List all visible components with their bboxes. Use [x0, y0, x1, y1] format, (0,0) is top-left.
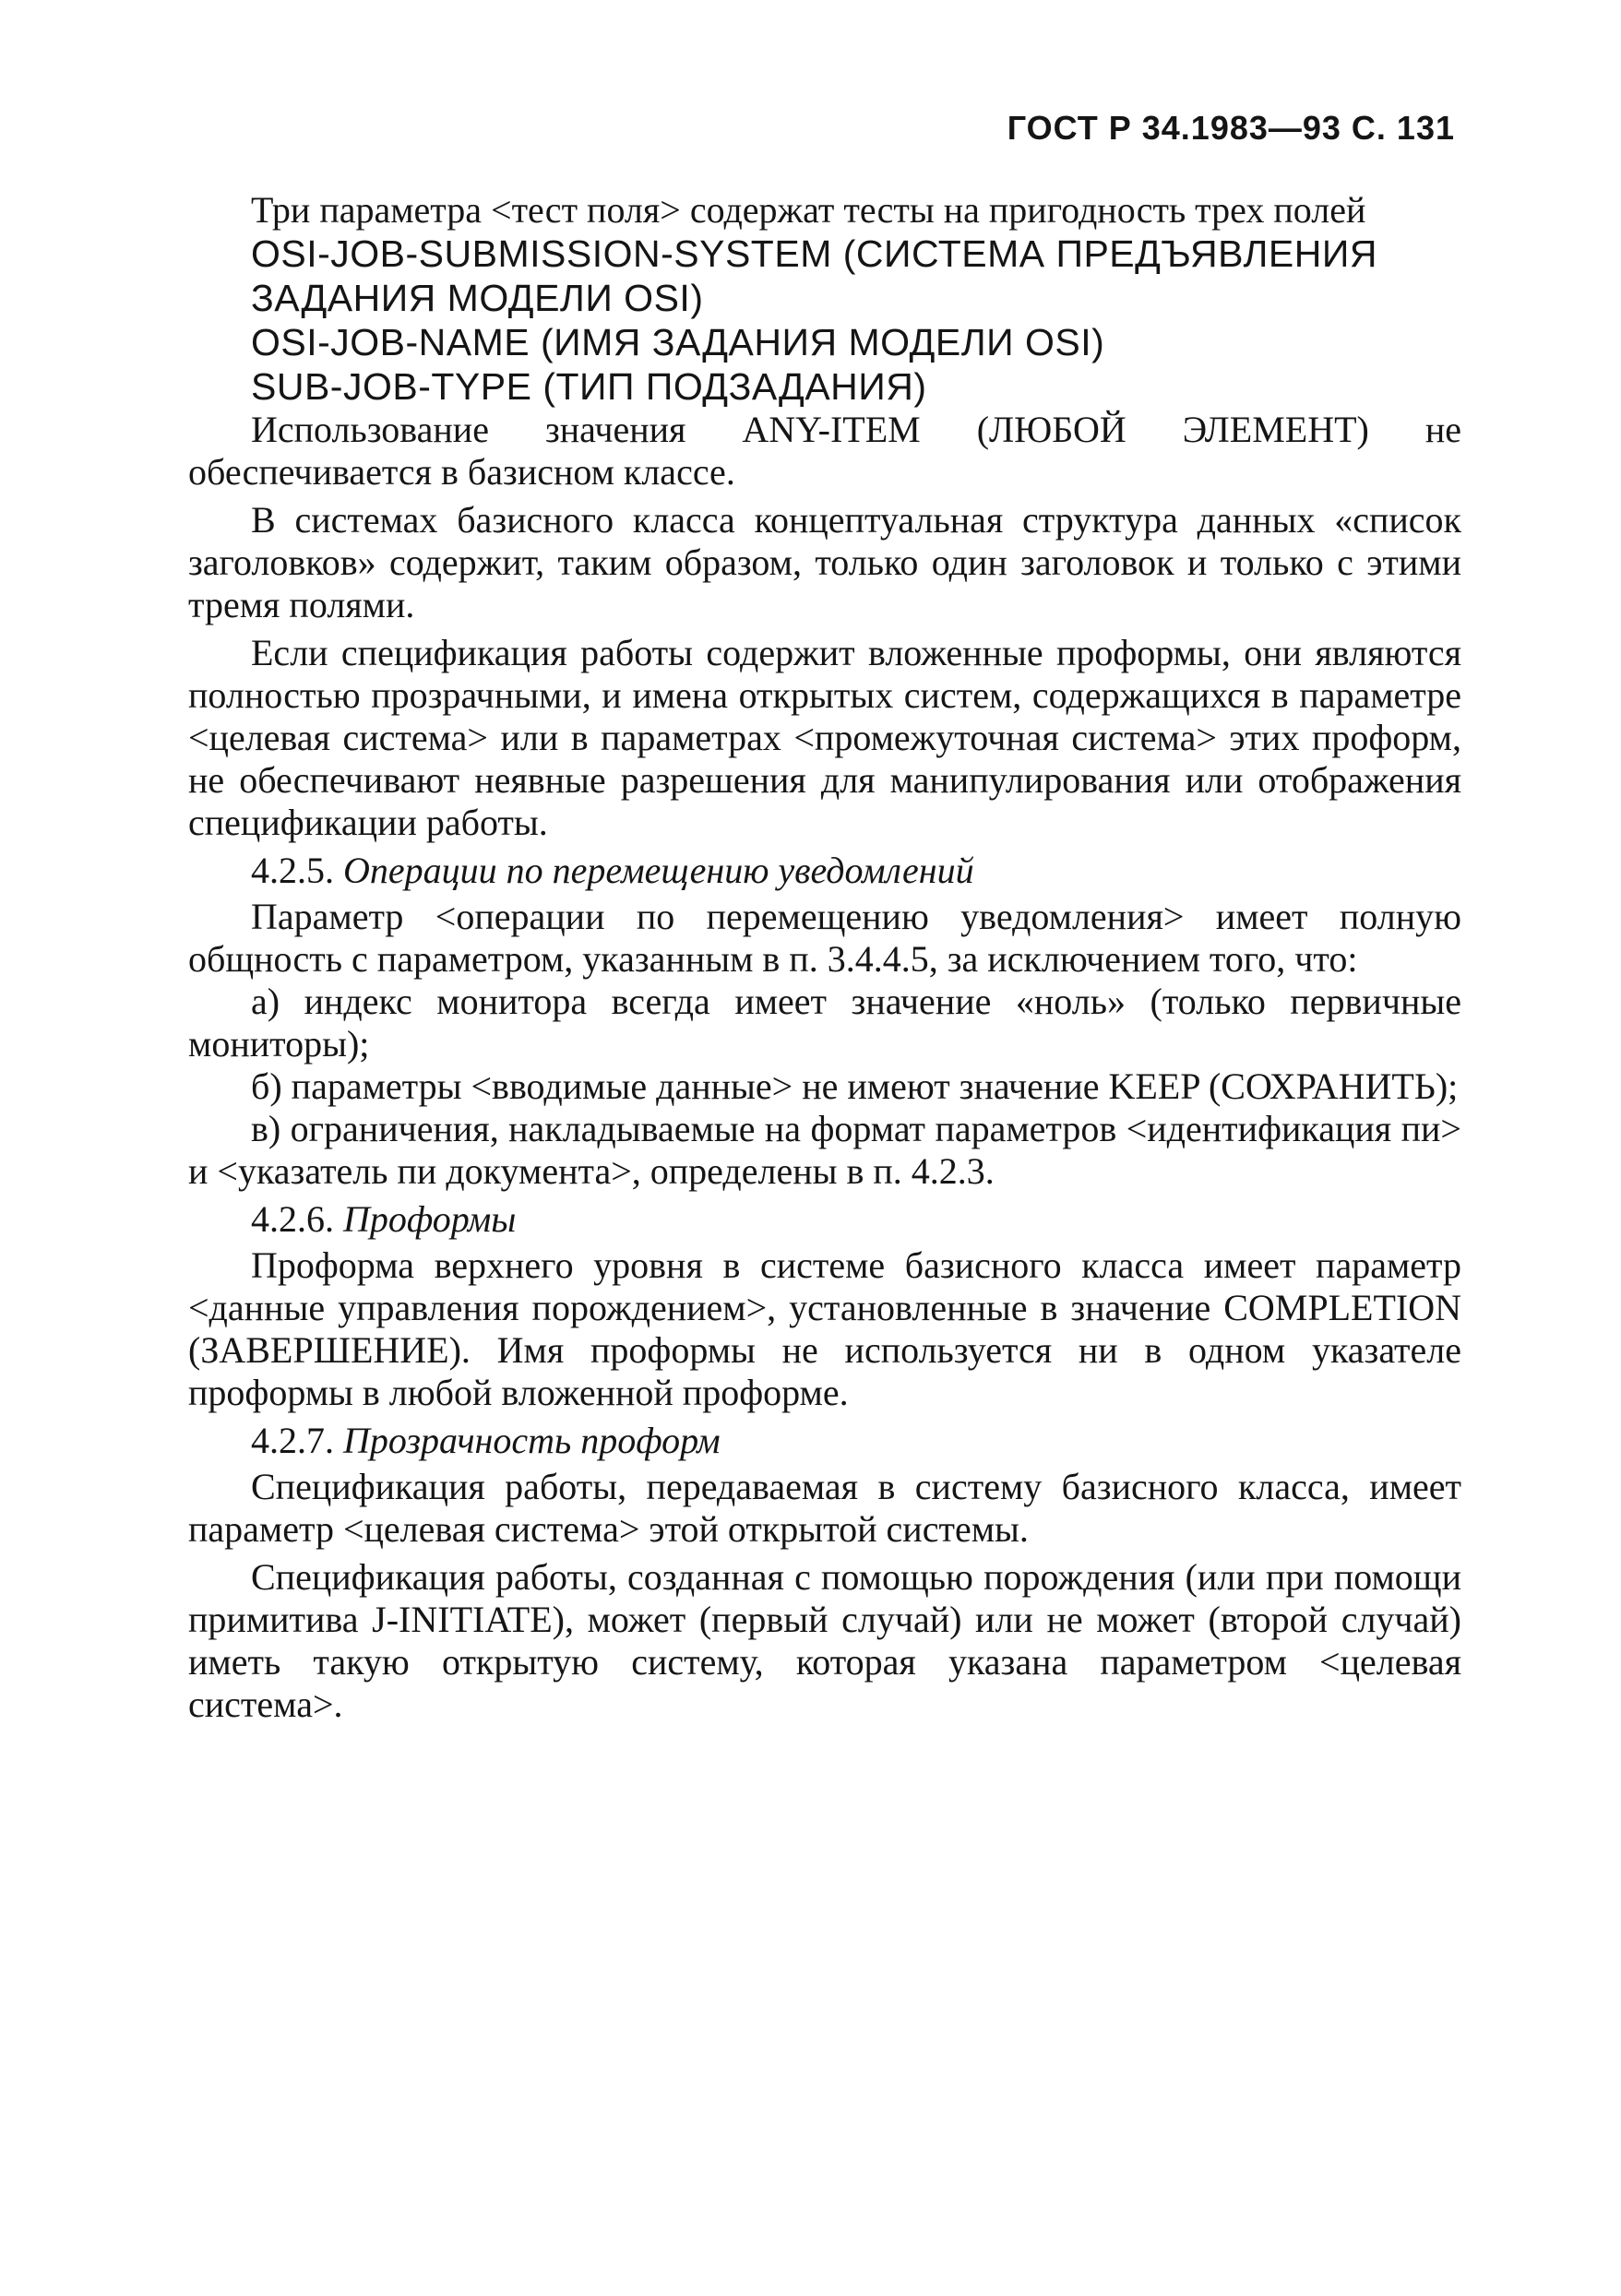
section-number: 4.2.6. [251, 1198, 334, 1240]
list-item-c: в) ограничения, накладываемые на формат параметров <идентификация пи> и <указатель пи документа>, определены в п. 4.2.3. [188, 1108, 1461, 1192]
paragraph-j-initiate: Спецификация работы, созданная с помощью порождения (или при помощи примитива J-INITIATE), может (первый случай) или не может (второй случай) иметь такую открытую систему, которая указана параметром <целевая система>. [188, 1556, 1461, 1725]
paragraph-header-list: В системах базисного класса концептуальная структура данных «список заголовков» содержит, таким образом, только один заголовок и только с этими тремя полями. [188, 499, 1461, 625]
paragraph-target-system: Спецификация работы, передаваемая в систему базисного класса, имеет параметр <целевая система> этой открытой системы. [188, 1466, 1461, 1550]
paragraph-top-level-proforma: Проформа верхнего уровня в системе базисного класса имеет параметр <данные управления порождением>, установленные в значение COMPLETION (ЗАВЕРШЕНИЕ). Имя проформы не используется ни в одном указателе проформы в любой вложенной проформе. [188, 1244, 1461, 1413]
section-title: Прозрачность проформ [343, 1420, 721, 1461]
document-body [188, 189, 1461, 1731]
section-title: Проформы [343, 1198, 517, 1240]
field-term-submission-system: OSI-JOB-SUBMISSION-SYSTEM (СИСТЕМА ПРЕДЪЯВЛЕНИЯ ЗАДАНИЯ МОДЕЛИ OSI) [251, 232, 1377, 319]
paragraph-any-item: Использование значения ANY-ITEM (ЛЮБОЙ ЭЛЕМЕНТ) не обеспечивается в базисном классе. [188, 409, 1461, 493]
section-heading-4-2-6 [188, 1198, 1461, 1241]
paragraph-field-tests: Три параметра <тест поля> содержат тесты на пригодность трех полей [251, 189, 1366, 231]
paragraph-notification-ops: Параметр <операции по перемещению уведомления> имеет полную общность с параметром, указанным в п. 3.4.4.5, за исключением того, что: [188, 896, 1461, 980]
list-item-b: б) параметры <вводимые данные> не имеют значение KEEP (СОХРАНИТЬ); [251, 1065, 1459, 1107]
field-term-sub-job-type: SUB-JOB-TYPE (ТИП ПОДЗАДАНИЯ) [251, 365, 927, 408]
section-heading-4-2-5 [188, 850, 1461, 892]
section-title: Операции по перемещению уведомлений [343, 850, 974, 891]
list-item-a: а) индекс монитора всегда имеет значение «ноль» (только первичные мониторы); [188, 981, 1461, 1065]
section-number: 4.2.7. [251, 1420, 334, 1461]
paragraph-nested-proformas: Если спецификация работы содержит вложенные проформы, они являются полностью прозрачными, и имена открытых систем, содержащихся в параметре <целевая система> или в параметрах <промежуточная система> этих проформ, не обеспечивают неявные разрешения для манипулирования или отображения спецификации работы. [188, 632, 1461, 843]
section-heading-4-2-7 [188, 1420, 1461, 1462]
section-number: 4.2.5. [251, 850, 334, 891]
page-header: ГОСТ Р 34.1983—93 С. 131 [1007, 109, 1455, 147]
field-term-job-name: OSI-JOB-NAME (ИМЯ ЗАДАНИЯ МОДЕЛИ OSI) [251, 321, 1105, 363]
